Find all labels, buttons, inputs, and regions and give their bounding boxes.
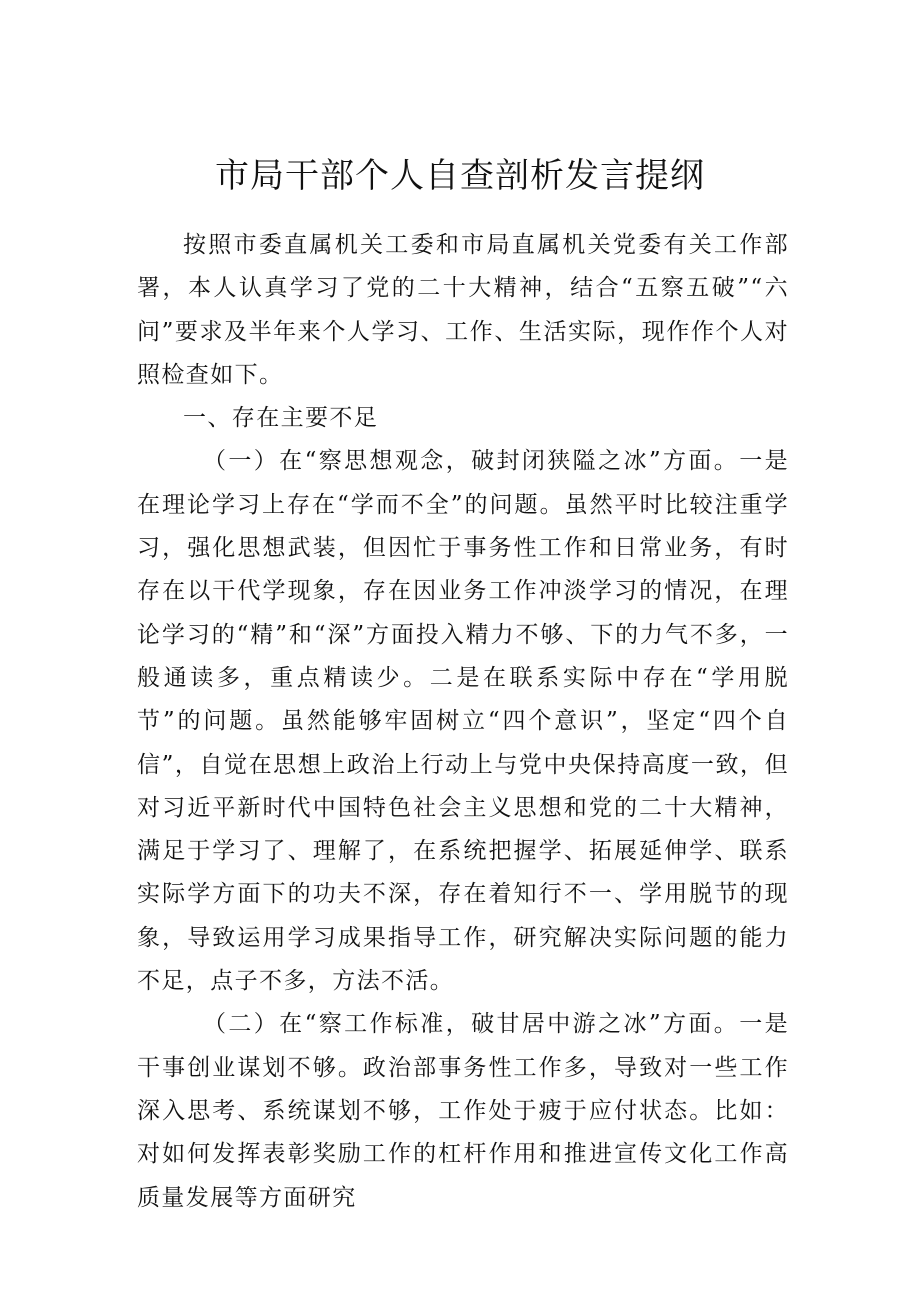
document-body: [137, 224, 789, 1220]
intro-paragraph: 按照市委直属机关工委和市局直属机关党委有关工作部署，本人认真学习了党的二十大精神，结合“五察五破”“六问”要求及半年来个人学习、工作、生活实际，现作作个人对照检查如下。: [137, 232, 789, 388]
section-heading: 一、存在主要不足: [183, 405, 379, 432]
subsection-paragraph-1: （一）在“察思想观念，破封闭狭隘之冰”方面。一是在理论学习上存在“学而不全”的问题。虽然平时比较注重学习，强化思想武装，但因忙于事务性工作和日常业务，有时存在以干代学现象，存在因业务工作冲淡学习的情况，在理论学习的“精”和“深”方面投入精力不够、下的力气不多，一般通读多，重点精读少。二是在联系实际中存在“学用脱节”的问题。虽然能够牢固树立“四个意识”，坚定“四个自信”，自觉在思想上政治上行动上与党中央保持高度一致，但对习近平新时代中国特色社会主义思想和党的二十大精神，满足于学习了、理解了，在系统把握学、拓展延伸学、联系实际学方面下的功夫不深，存在着知行不一、学用脱节的现象，导致运用学习成果指导工作，研究解决实际问题的能力不足，点子不多，方法不活。: [137, 448, 789, 995]
subsection-paragraph-2: （二）在“察工作标准，破甘居中游之冰”方面。一是干事创业谋划不够。政治部事务性工作多，导致对一些工作深入思考、系统谋划不够，工作处于疲于应付状态。比如：对如何发挥表彰奖励工作的杠杆作用和推进宣传文化工作高质量发展等方面研究: [137, 1011, 789, 1211]
document-title: 市局干部个人自查剖析发言提纲: [215, 156, 705, 196]
